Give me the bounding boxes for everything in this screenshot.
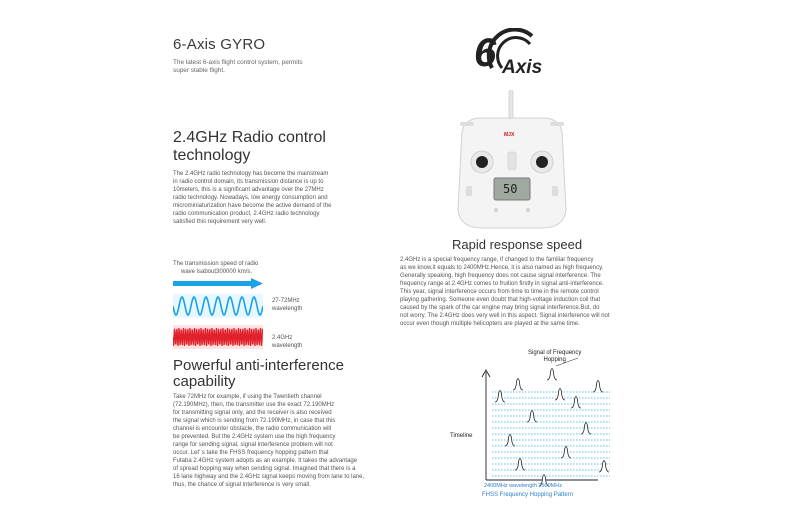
fhss-signal-label-line: Signal of Frequency <box>528 350 582 356</box>
anti-title <box>173 358 344 390</box>
high-frequency-wave <box>173 325 263 349</box>
fhss-axis <box>482 370 598 480</box>
anti-body-line: (72.190MHz), then, the transmitter use the exact 72.190MHz <box>173 402 335 408</box>
gyro-desc-line: The latest 6-axis flight control system, permits <box>173 59 303 66</box>
rapid-body <box>400 256 645 328</box>
radio-body-line: satisfied this requirement very well. <box>173 219 267 225</box>
controller-brand: MJX <box>504 132 515 138</box>
rapid-body-line: frequency range at 2.4GHz comes to fruition firstly in signal anti-interference. <box>400 281 604 287</box>
anti-body-line: thus, the chance of signal interference is very small. <box>173 482 311 488</box>
fhss-hop-peak <box>593 381 603 393</box>
anti-body-line: range for sending signal, signal interference problem will not <box>173 442 333 448</box>
blue-wave-icon <box>173 294 263 318</box>
gyro-desc-line: super stable flight. <box>173 67 225 75</box>
six-axis-logo <box>462 28 562 82</box>
radio-body-line: The 2.4GHz radio technology has become the mainstream <box>173 171 329 177</box>
wave-label-2 <box>272 334 302 350</box>
gyro-description <box>173 59 303 76</box>
wave-label-line: wavelength <box>272 306 303 312</box>
fhss-caption: FHSS Frequency Hopping Pattern <box>482 492 574 498</box>
rapid-body-line: This year, signal interference occurs from time to time in the remote control <box>400 289 599 295</box>
anti-body-line: for transmitting signal only, and the receiver is also received <box>173 410 332 416</box>
rc-controller-image <box>452 90 572 230</box>
rapid-body-line: playing gathering. Someone even doubt that high-voltage induction coil that <box>400 297 601 303</box>
fhss-timeline-label: Timeline <box>450 433 473 439</box>
radio-body-line: in radio control domain, its transmission distance is up to <box>173 179 324 185</box>
radio-title-line: technology <box>173 147 251 164</box>
controller-screen: 50 <box>503 182 518 196</box>
rapid-body-line: occur even though multiple helicopters are played at the same time. <box>400 321 580 327</box>
fhss-diagram <box>448 350 618 510</box>
wave-speed-text <box>173 260 258 276</box>
rapid-body-line: caused by the spark of the car engine may bring signal interference.But, do <box>400 305 600 311</box>
fhss-hop-peak <box>513 379 523 391</box>
rapid-body-line: 2.4GHz is a special frequency range, if changed to the familiar frequency <box>400 257 594 263</box>
anti-body-line: Futaba 2.4GHz system adopts as an example. It takes the advantage <box>173 458 358 464</box>
controller-icon <box>452 90 572 230</box>
anti-body-line: channel is encounter obstacle, the radio communication will <box>173 426 332 432</box>
logo-number: 6 <box>474 31 497 75</box>
anti-body-line: 16 lane highway and the 2.4GHz signal keeps moving from lane to lane, <box>173 474 365 480</box>
fhss-range-label: 2400MHz wavelength 2500MHz <box>484 483 562 489</box>
logo-word: Axis <box>502 57 543 78</box>
wave-speed-line: The transmission speed of radio <box>173 261 259 267</box>
wave-label-line: wavelength <box>272 343 303 349</box>
radio-title-line: 2.4GHz Radio control <box>173 129 326 146</box>
anti-body-line: be prevented. But the 2.4GHz system use the high frequency <box>173 434 336 440</box>
radio-title <box>173 129 326 165</box>
rapid-title: Rapid response speed <box>452 237 583 252</box>
radio-body-line: radio communication product, 2.4GHz radio technology <box>173 211 320 217</box>
wave-speed-line: wave isabout300000 km/s. <box>181 269 253 275</box>
gyro-title: 6-Axis GYRO <box>173 36 266 53</box>
red-wave-icon <box>173 325 263 349</box>
fhss-signal-label <box>528 350 581 364</box>
radio-body-line: 10meters, this is a significant advantage over the 27MHz <box>173 187 324 193</box>
anti-body-line: Take 72MHz for example, if using the Twentieth channel <box>173 394 322 400</box>
transmission-arrow-icon <box>173 278 263 290</box>
wave-label-line: 2.4GHz <box>272 335 293 341</box>
anti-body-line: occur. Let' s take the FHSS frequency hopping pattern that <box>173 450 329 456</box>
radio-body <box>173 170 373 226</box>
rapid-body-line: Generally speaking, high frequency does not cause signal interference. The <box>400 273 601 279</box>
rapid-body-line: not worry. The 2.4GHz does very well in this aspect. Signal interference will not <box>400 313 610 319</box>
anti-title-line: Powerful anti-interference <box>173 357 344 374</box>
anti-body <box>173 393 405 489</box>
anti-body-line: the signal which is sending from 72.190MHz, in case that this <box>173 418 336 424</box>
radio-body-line: microminiaturization have become the active demand of the <box>173 203 332 209</box>
wave-label-line: 27-72MHz <box>272 298 300 304</box>
fhss-hop-peak <box>547 369 557 381</box>
fhss-signal-label-line: Hopping <box>543 357 566 363</box>
anti-title-line: capability <box>173 373 236 390</box>
anti-body-line: of spread hopping way when sending signal. Imagined that there is a <box>173 466 356 472</box>
radio-body-line: radio technology. Nowadays, low energy consumption and <box>173 195 328 201</box>
rapid-body-line: as we know,it equals to 2400MHz.Hence, it is also named as high frequency. <box>400 265 604 271</box>
wave-label-1 <box>272 297 302 313</box>
low-frequency-wave <box>173 294 263 318</box>
